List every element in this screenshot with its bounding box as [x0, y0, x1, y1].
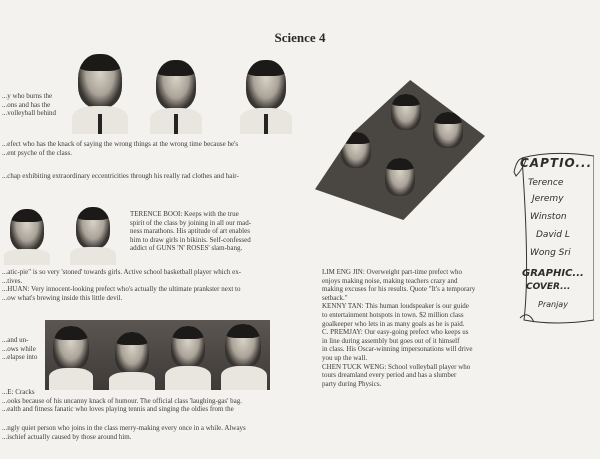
portrait-tie — [264, 114, 268, 134]
scroll-footer-2: COVER... — [526, 282, 571, 292]
bio-block: ...chap exhibiting extraordinary eccentricities through his really rad clothes and hair- — [2, 172, 239, 180]
portrait-photo — [115, 332, 149, 374]
bio-block: ...E: Cracks ...ooks because of his uncanny knack of humour. The official class 'laughing-gas' bag. ...ealth and fitness fanatic who loves playing tennis and singing the oldies from the — [2, 388, 243, 414]
portrait-photo — [76, 207, 110, 249]
diamond-group-photo — [315, 80, 485, 220]
portrait-photo — [433, 112, 463, 148]
scroll-heading: CAPTIO... — [520, 156, 593, 170]
portrait-photo — [225, 324, 261, 368]
scroll-name: Winston — [530, 212, 567, 222]
group-photo — [45, 320, 270, 390]
portrait-photo — [10, 209, 44, 251]
scroll-name: Terence — [528, 178, 564, 188]
bio-block: ...y who burns the ...ons and has the ...volleyball behind — [2, 92, 57, 118]
portrait-photo — [385, 158, 415, 196]
bio-block: ...atic-pie" is so very 'stoned' towards girls. Active school basketball player which ex- ...tives. ...HUAN: Very innocent-looking prefect who's actually the ultimate prankster next to ...ow what's brewing inside this little devil. — [2, 268, 242, 302]
portrait-photo — [78, 54, 122, 108]
bio-block: TERENCE BOOI: Keeps with the true spirit of the class by joining in all our mad- ness marathons. His aptitude of art enables him to draw girls in bikinis. Self-confessed addict of GUNS 'N' ROSES' slam-bang. — [130, 210, 252, 253]
bio-block: ...and un- ...ows while ...elapse into — [2, 336, 38, 362]
bio-block: ...efect who has the knack of saying the wrong things at the wrong time because he's ...ent psyche of the class. — [2, 140, 239, 157]
scroll-signature: Pranjay — [538, 300, 568, 309]
portrait-shirt — [165, 366, 211, 390]
page-title: Science 4 — [274, 30, 326, 45]
portrait-shirt — [49, 368, 93, 390]
portrait-shirt — [221, 366, 267, 390]
scroll-name: David L — [536, 230, 570, 240]
portrait-photo — [171, 326, 205, 368]
scroll-text — [512, 150, 594, 328]
portrait-photo — [53, 326, 89, 370]
portrait-shirt — [70, 247, 116, 265]
portrait-row-middle — [2, 205, 120, 265]
scroll-name: Wong Sri — [530, 248, 571, 258]
portrait-tie — [174, 114, 178, 134]
scroll-footer: GRAPHIC... — [522, 268, 584, 279]
bio-block: ...ngly quiet person who joins in the class merry-making every once in a while. Always ...ischief actually caused by those around him. — [2, 424, 246, 441]
portrait-photo — [341, 132, 371, 168]
portrait-tie — [98, 114, 102, 134]
scroll-name: Jeremy — [532, 194, 564, 204]
portrait-photo — [391, 94, 421, 130]
portrait-photo — [156, 60, 196, 110]
portrait-photo — [246, 60, 286, 110]
bio-block: LIM ENG JIN: Overweight part-time prefect who enjoys making noise, making teachers crazy and making excuses for his results. Quote "It's a temporary setback." KENNY TAN: This human loudspeaker is our guide to entertainment hotspots in town. $2 million class goalkeeper who lets in as many goals as he is paid. C. PREMJAY: Our easy-going prefect who keeps us in line during assembly but goes out of it himself in class. His Oscar-winning impersonations will drive you up the wall. CHEN TUCK WENG: School volleyball player who tours dreamland every period and has a slumber party during Physics. — [322, 268, 476, 388]
portrait-shirt — [4, 249, 50, 265]
portrait-row-top — [70, 52, 295, 136]
